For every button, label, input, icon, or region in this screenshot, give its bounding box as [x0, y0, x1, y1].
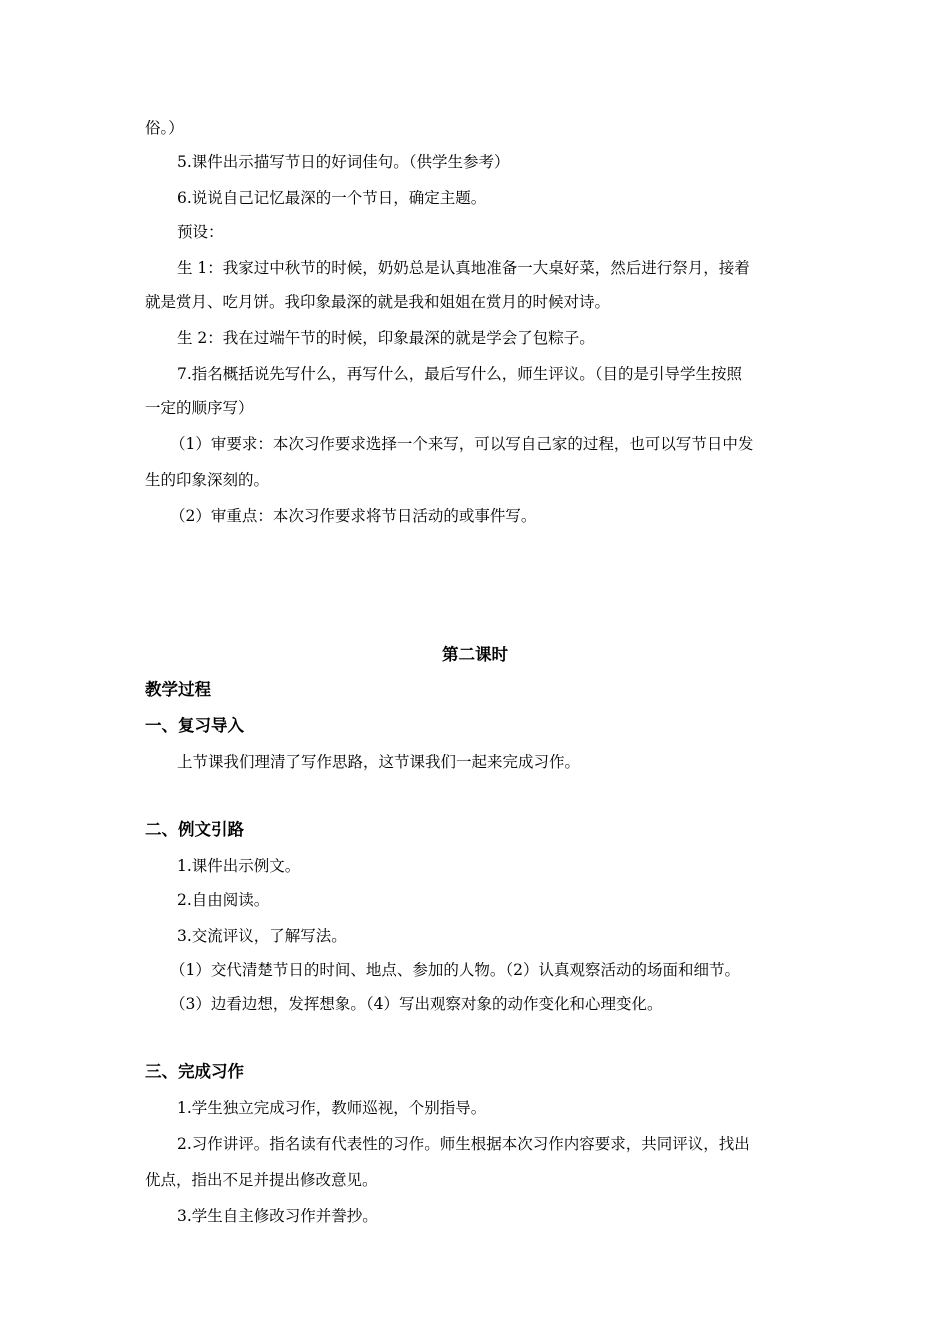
paragraph-line: 3.交流评议，了解写法。 — [177, 927, 347, 945]
paragraph-line: 优点，指出不足并提出修改意见。 — [145, 1171, 378, 1189]
paragraph-line: 一定的顺序写） — [145, 399, 254, 417]
paragraph-line: 生 1：我家过中秋节的时候，奶奶总是认真地准备一大桌好菜，然后进行祭月，接着 — [177, 259, 750, 277]
process-heading: 教学过程 — [145, 680, 211, 699]
paragraph-line: 上节课我们理清了写作思路，这节课我们一起来完成习作。 — [177, 753, 581, 771]
paragraph-line: 生的印象深刻的。 — [145, 471, 270, 489]
section-heading: 一、复习导入 — [145, 716, 244, 735]
paragraph-line: 2.习作讲评。指名读有代表性的习作。师生根据本次习作内容要求，共同评议，找出 — [177, 1135, 750, 1153]
paragraph-line: （1）交代清楚节日的时间、地点、参加的人物。（2）认真观察活动的场面和细节。 — [170, 961, 740, 979]
paragraph-line: （3）边看边想，发挥想象。（4）写出观察对象的动作变化和心理变化。 — [170, 995, 663, 1013]
paragraph-line: （1）审要求：本次习作要求选择一个来写，可以写自己家的过程，也可以写节日中发 — [170, 435, 754, 453]
paragraph-line: 6.说说自己记忆最深的一个节日，确定主题。 — [177, 189, 487, 207]
paragraph-line: 3.学生自主修改习作并誊抄。 — [177, 1207, 378, 1225]
paragraph-line: 1.课件出示例文。 — [177, 857, 301, 875]
paragraph-line: 7.指名概括说先写什么，再写什么，最后写什么，师生评议。（目的是引导学生按照 — [177, 365, 743, 383]
paragraph-line: 生 2：我在过端午节的时候，印象最深的就是学会了包粽子。 — [177, 329, 595, 347]
paragraph-line: 5.课件出示描写节日的好词佳句。（供学生参考） — [177, 153, 510, 171]
paragraph-line: 2.自由阅读。 — [177, 891, 270, 909]
paragraph-line: 就是赏月、吃月饼。我印象最深的就是我和姐姐在赏月的时候对诗。 — [145, 293, 611, 311]
paragraph-line: 1.学生独立完成习作，教师巡视，个别指导。 — [177, 1099, 487, 1117]
section-heading: 二、例文引路 — [145, 820, 244, 839]
paragraph-line: （2）审重点：本次习作要求将节日活动的或事件写。 — [170, 507, 537, 525]
paragraph-line: 俗。） — [145, 119, 184, 137]
paragraph-line: 预设： — [177, 223, 224, 241]
section-heading: 三、完成习作 — [145, 1062, 244, 1081]
lesson-title: 第二课时 — [442, 645, 508, 664]
